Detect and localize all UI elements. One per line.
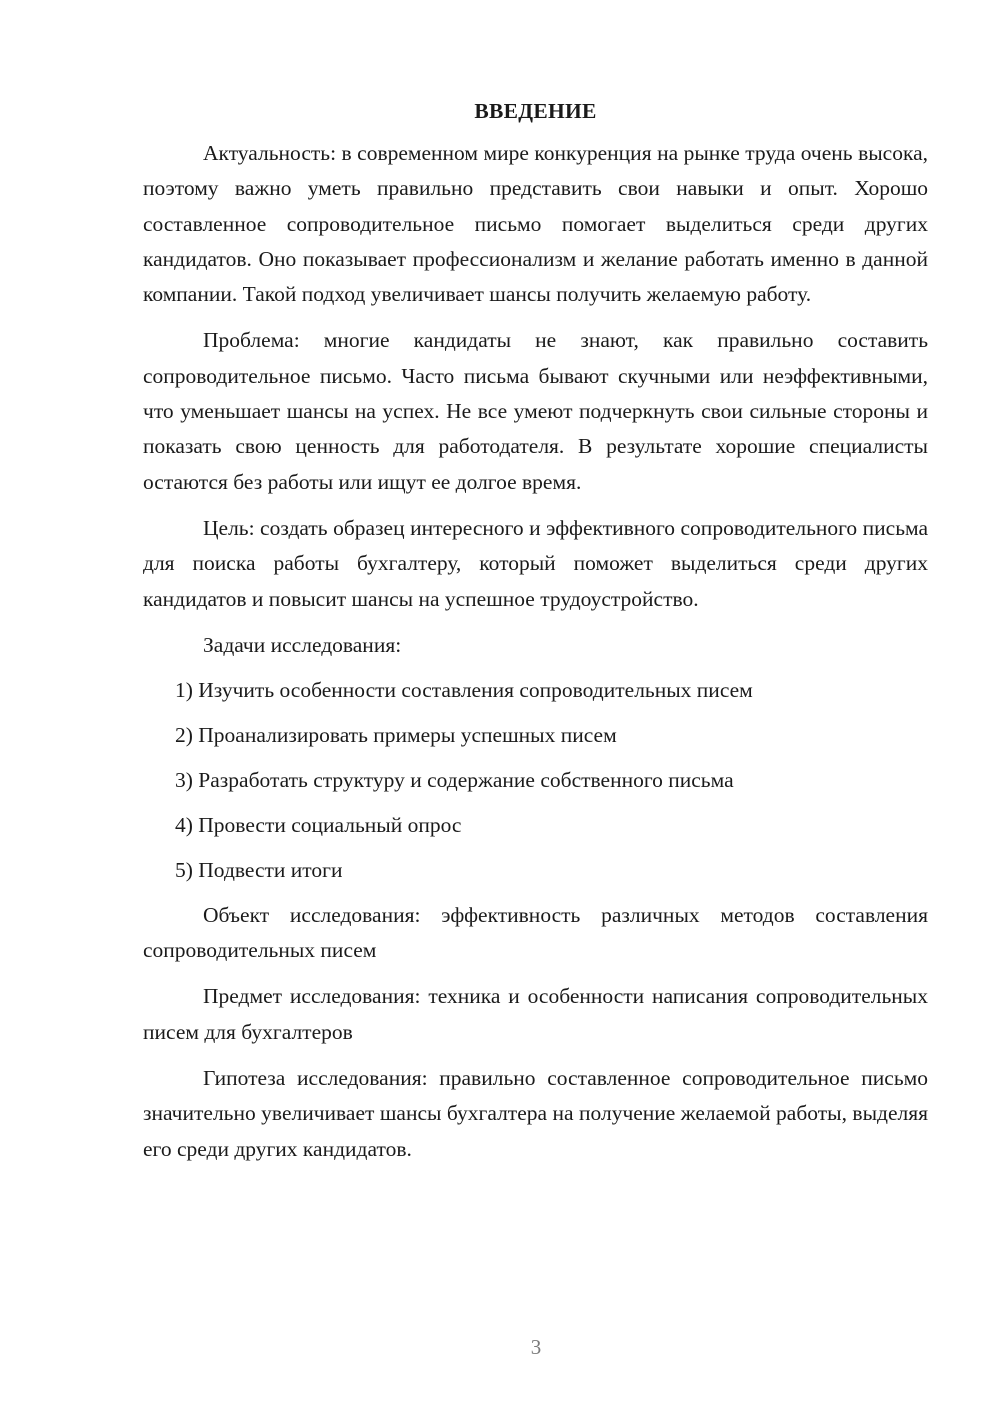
object-paragraph: Объект исследования: эффективность различных методов составления сопроводительных писем — [143, 902, 928, 963]
task-item: 3) Разработать структуру и содержание собственного письма — [175, 767, 734, 792]
section-title: ВВЕДЕНИЕ — [474, 99, 597, 123]
goal-paragraph: Цель: создать образец интересного и эффективного сопроводительного письма для поиска работы бухгалтеру, который поможет выделиться среди других кандидатов и повысит шансы на успешное трудоустройство. — [143, 515, 928, 611]
subject-paragraph: Предмет исследования: техника и особенности написания сопроводительных писем для бухгалтеров — [143, 984, 928, 1044]
hypothesis-paragraph: Гипотеза исследования: правильно составленное сопроводительное письмо значительно увеличивает шансы бухгалтера на получение желаемой работы, выделяя его среди других кандидатов. — [143, 1066, 928, 1161]
tasks-list — [143, 673, 928, 888]
task-item: 5) Подвести итоги — [175, 857, 343, 882]
problem-paragraph: Проблема: многие кандидаты не знают, как правильно составить сопроводительное письмо. Часто письма бывают скучными или неэффективными, что уменьшает шансы на успех. Не все умеют подчеркнуть свои сильные стороны и показать свою ценность для работодателя. В результате хорошие специалисты остаются без работы или ищут ее долгое время. — [143, 328, 928, 494]
relevance-paragraph: Актуальность: в современном мире конкуренция на рынке труда очень высока, поэтому важно уметь правильно представить свои навыки и опыт. Хорошо составленное сопроводительное письмо помогает выделиться среди других кандидатов. Оно показывает профессионализм и желание работать именно в данной компании. Такой подход увеличивает шансы получить желаемую работу. — [143, 141, 928, 307]
tasks-heading: Задачи исследования: — [203, 632, 402, 657]
task-item: 2) Проанализировать примеры успешных писем — [175, 722, 617, 747]
task-item: 4) Провести социальный опрос — [175, 812, 462, 837]
page-content — [143, 96, 928, 1178]
page-number: 3 — [530, 1335, 542, 1359]
task-item: 1) Изучить особенности составления сопроводительных писем — [175, 677, 753, 702]
